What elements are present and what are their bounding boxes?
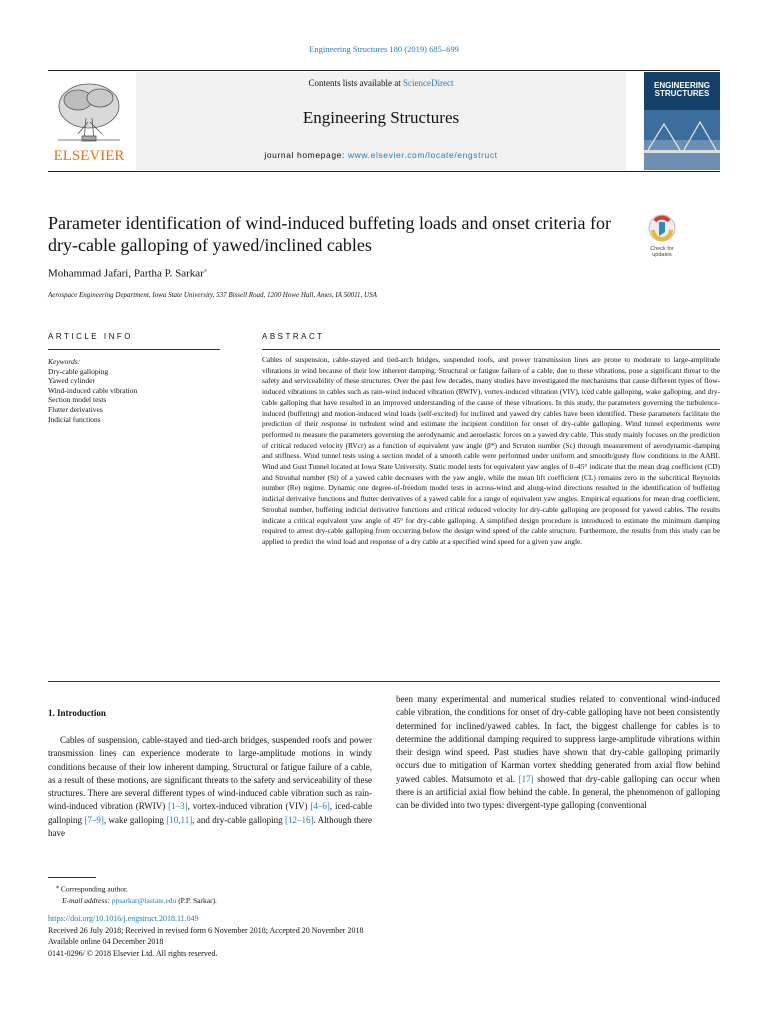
keyword-item: Flutter derivatives bbox=[48, 404, 103, 414]
crossmark-label-1: Check for bbox=[650, 246, 674, 252]
header-rule-bottom bbox=[48, 171, 720, 172]
abstract-rule bbox=[262, 349, 720, 350]
reference-link[interactable]: [7–9] bbox=[84, 814, 104, 825]
corresponding-author-mark[interactable]: ⁎ bbox=[203, 266, 208, 274]
cover-title: ENGINEERING STRUCTURES bbox=[653, 81, 710, 98]
body-text: . Although there have bbox=[48, 814, 372, 839]
keywords-list bbox=[48, 357, 220, 424]
article-info-heading: ARTICLE INFO bbox=[48, 332, 133, 341]
reference-link[interactable]: [4–6] bbox=[310, 801, 330, 812]
available-online: Available online 04 December 2018 bbox=[48, 937, 164, 946]
footnote-mark: ⁎ bbox=[56, 884, 59, 890]
article-title: Parameter identification of wind-induced buffeting loads and onset criteria for dry-cable galloping of yawed/inclined cables bbox=[48, 213, 611, 255]
section-heading-introduction: 1. Introduction bbox=[48, 708, 106, 718]
body-text: Cables of suspension, cable-stayed and tied-arch bridges, suspended roofs and power transmission lines can experience moderate to large-amplitude motions in windy conditions because of their low inherent damping. Structural or fatigue failure of a cable, as a result of these motions, are significant threats to the safety and serviceability of these structures. There are several different types of wind-induced cable vibration such as rain-wind-induced vibration (RWIV) bbox=[48, 735, 372, 812]
body-text: , and dry-cable galloping bbox=[192, 814, 285, 825]
intro-paragraph-left bbox=[48, 734, 372, 840]
reference-link[interactable]: [10,11] bbox=[166, 814, 193, 825]
email-label: E-mail address: bbox=[62, 895, 112, 905]
corresponding-author-footnote: ⁎ Corresponding author. E-mail address: ppsarkar@iastate.edu (P.P. Sarkar). bbox=[56, 884, 217, 905]
cover-bridge-image-icon bbox=[644, 110, 720, 170]
abstract-text: Cables of suspension, cable-stayed and tied-arch bridges, suspended roofs, and power transmission lines are prone to moderate to large-amplitude vibrations in wind because of their low inherent damping. Structural or fatigue failure of a cable, due to these vibrations, pose a significant threat to the safety and serviceability of these structures. Over the past few decades, many studies have investigated the mechanisms that cause different types of flow-induced vibrations in cables such as rain-wind induced vibration (RWIV), vortex-induced vibration (VIV), iced cable galloping, wake galloping, and dry-cable galloping that have resulted in an improved understanding of the cause of these vibrations. In this study, the parameters governing the turbulence-induced (buffeting) and motion-induced wind loads (self-excited) for inclined and yawed dry cables have been identified. These parameters facilitate the prediction of their response in turbulent wind and estimate the incipient condition for onset of dry-cable galloping. Wind tunnel experiments were performed to measure the parameters governing the aerodynamic and aeroelastic forces on a yawed dry cable. This study mainly focuses on the prediction of critical reduced velocity (RVcr) as a function of equivalent yaw angle (β*) and Scruton number (Sc) through measurement of aerodynamic-damping and stiffness. Wind tunnel tests using a section model of a smooth cable were performed under uniform and smooth/gusty flow conditions in the AABL Wind and Gust Tunnel located at Iowa State University. Static model tests for equivalent yaw angles of 0–45° indicate that the mean drag coefficient (CD) and Strouhal number (St) of a yawed cable decreases with the yaw angle, while the mean lift coefficient (CL) remains zero in the subcritical Reynolds number (Re) regime. Dynamic one degree-of-freedom model tests in across-wind and along-wind directions resulted in the identification of buffeting indicial derivative functions and flutter derivatives of a yawed cable for a range of equivalent yaw angles. Empirical equations for mean drag coefficient, Strouhal number, buffeting indicial derivative functions and critical reduced velocity for dry-cable galloping are proposed for yawed cables. The results indicate a critical equivalent yaw angle of 45° for dry-cable galloping. A simplified design procedure is introduced to estimate the minimum damping required to arrest dry-cable galloping from occurring below the design wind speed of the cable structure. Furthermore, the results from this study can be applied to predict the wind load and response of a dry cable at a specified wind speed for a given yaw angle. bbox=[262, 355, 720, 546]
journal-name: Engineering Structures bbox=[302, 108, 460, 127]
journal-homepage: journal homepage: www.elsevier.com/locate/engstruct bbox=[264, 150, 498, 160]
homepage-link[interactable]: www.elsevier.com/locate/engstruct bbox=[347, 150, 498, 160]
body-text: been many experimental and numerical studies related to conventional wind-induced cable vibration, the conditions for onset of dry-cable galloping have not been consistently determined for inclined/yawed cables. In fact, the biggest challenge for cables is to determine the additional damping required to suppress large-amplitude vibrations within their design wind speed. Past studies have shown that dry-cable galloping primarily occurs due to mitigation of Karman vortex shedding generated from axial flow behind yawed cables. Matsumoto et al. bbox=[396, 694, 720, 784]
crossmark-label-2: updates bbox=[652, 252, 672, 258]
abstract-heading: ABSTRACT bbox=[262, 332, 325, 341]
reference-link[interactable]: [17] bbox=[518, 773, 534, 784]
journal-cover-thumbnail[interactable] bbox=[644, 72, 720, 170]
body-text: , iced-cable galloping bbox=[48, 801, 372, 825]
contents-line: Contents lists available at ScienceDirect bbox=[308, 78, 454, 88]
footnote-rule bbox=[48, 877, 96, 878]
author-email-link[interactable]: ppsarkar@iastate.edu bbox=[111, 895, 177, 905]
article-info-rule bbox=[48, 349, 220, 350]
elsevier-wordmark: ELSEVIER bbox=[53, 148, 125, 164]
body-text: , vortex-induced vibration (VIV) bbox=[187, 801, 311, 812]
copyright-line: 0141-0296/ © 2018 Elsevier Ltd. All rights reserved. bbox=[48, 948, 218, 958]
reference-link[interactable]: [12–16] bbox=[284, 814, 314, 825]
footnote-corresponding: Corresponding author. bbox=[60, 884, 128, 894]
abstract-bottom-rule bbox=[48, 681, 720, 682]
keyword-item: Yawed cylinder bbox=[48, 376, 95, 386]
sciencedirect-link[interactable]: ScienceDirect bbox=[403, 78, 454, 88]
keyword-item: Wind-induced cable vibration bbox=[48, 385, 138, 395]
journal-citation[interactable]: Engineering Structures 180 (2019) 685–699 bbox=[309, 44, 459, 54]
body-text: , wake galloping bbox=[103, 814, 167, 825]
author-affiliation: Aerospace Engineering Department, Iowa State University, 537 Bissell Road, 1200 Howe Hall, Ames, IA 50011, USA bbox=[48, 291, 377, 299]
keyword-item: Dry-cable galloping bbox=[48, 366, 109, 376]
doi-link[interactable]: https://doi.org/10.1016/j.engstruct.2018.11.049 bbox=[48, 914, 199, 923]
keyword-item: Indicial functions bbox=[48, 414, 101, 424]
intro-paragraph-right bbox=[396, 693, 720, 813]
intro-left-text bbox=[48, 735, 372, 838]
reference-link[interactable]: [1–3] bbox=[168, 801, 188, 812]
intro-right-text bbox=[396, 694, 720, 810]
header-rule-top bbox=[48, 70, 720, 71]
body-text: showed that dry-cable galloping can occur when there is an artificial axial flow behind the cable. In general, the phenomenon of galloping can be divided into two types: divergent-type galloping (conventional bbox=[396, 773, 721, 811]
crossmark-check-updates-icon[interactable] bbox=[642, 212, 682, 260]
received-dates: Received 26 July 2018; Received in revised form 6 November 2018; Accepted 20 November 2018 bbox=[48, 925, 364, 935]
keyword-item: Section model tests bbox=[48, 395, 107, 405]
elsevier-tree-logo-icon[interactable] bbox=[48, 78, 130, 164]
keywords-label: Keywords: bbox=[48, 357, 81, 366]
doi-block bbox=[48, 913, 363, 959]
article-authors: Mohammad Jafari, Partha P. Sarkar⁎ bbox=[48, 266, 208, 280]
